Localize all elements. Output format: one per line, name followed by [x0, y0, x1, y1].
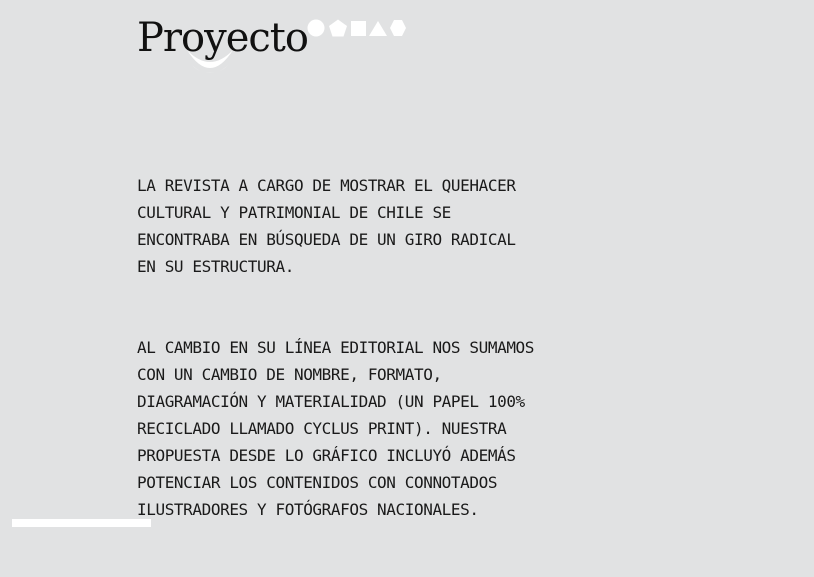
decorative-shapes — [306, 18, 408, 38]
square-icon — [351, 21, 366, 36]
paragraph-intro: LA REVISTA A CARGO DE MOSTRAR EL QUEHACER CULTURAL Y PATRIMONIAL DE CHILE SE ENCONTRABA EN BÚSQUEDA DE UN GIRO RADICAL EN SU ESTRUCTURA. — [137, 176, 516, 276]
circle-icon — [308, 20, 325, 37]
hexagon-icon — [390, 20, 406, 36]
triangle-icon — [369, 21, 387, 36]
bottom-accent-bar — [12, 519, 151, 527]
paragraph-proposal: AL CAMBIO EN SU LÍNEA EDITORIAL NOS SUMAMOS CON UN CAMBIO DE NOMBRE, FORMATO, DIAGRAMACIÓN Y MATERIALIDAD (UN PAPEL 100% RECICLADO LLAMADO CYCLUS PRINT). NUESTRA PROPUESTA DESDE LO GRÁFICO INCLUYÓ ADEMÁS POTENCIAR LOS CONTENIDOS CON CONNOTADOS ILUSTRADORES Y FOTÓGRAFOS NACIONALES. — [137, 338, 535, 519]
pentagon-icon — [329, 20, 347, 37]
page-title: Proyecto — [137, 15, 308, 61]
title-block — [137, 14, 308, 76]
body-text — [137, 145, 657, 577]
